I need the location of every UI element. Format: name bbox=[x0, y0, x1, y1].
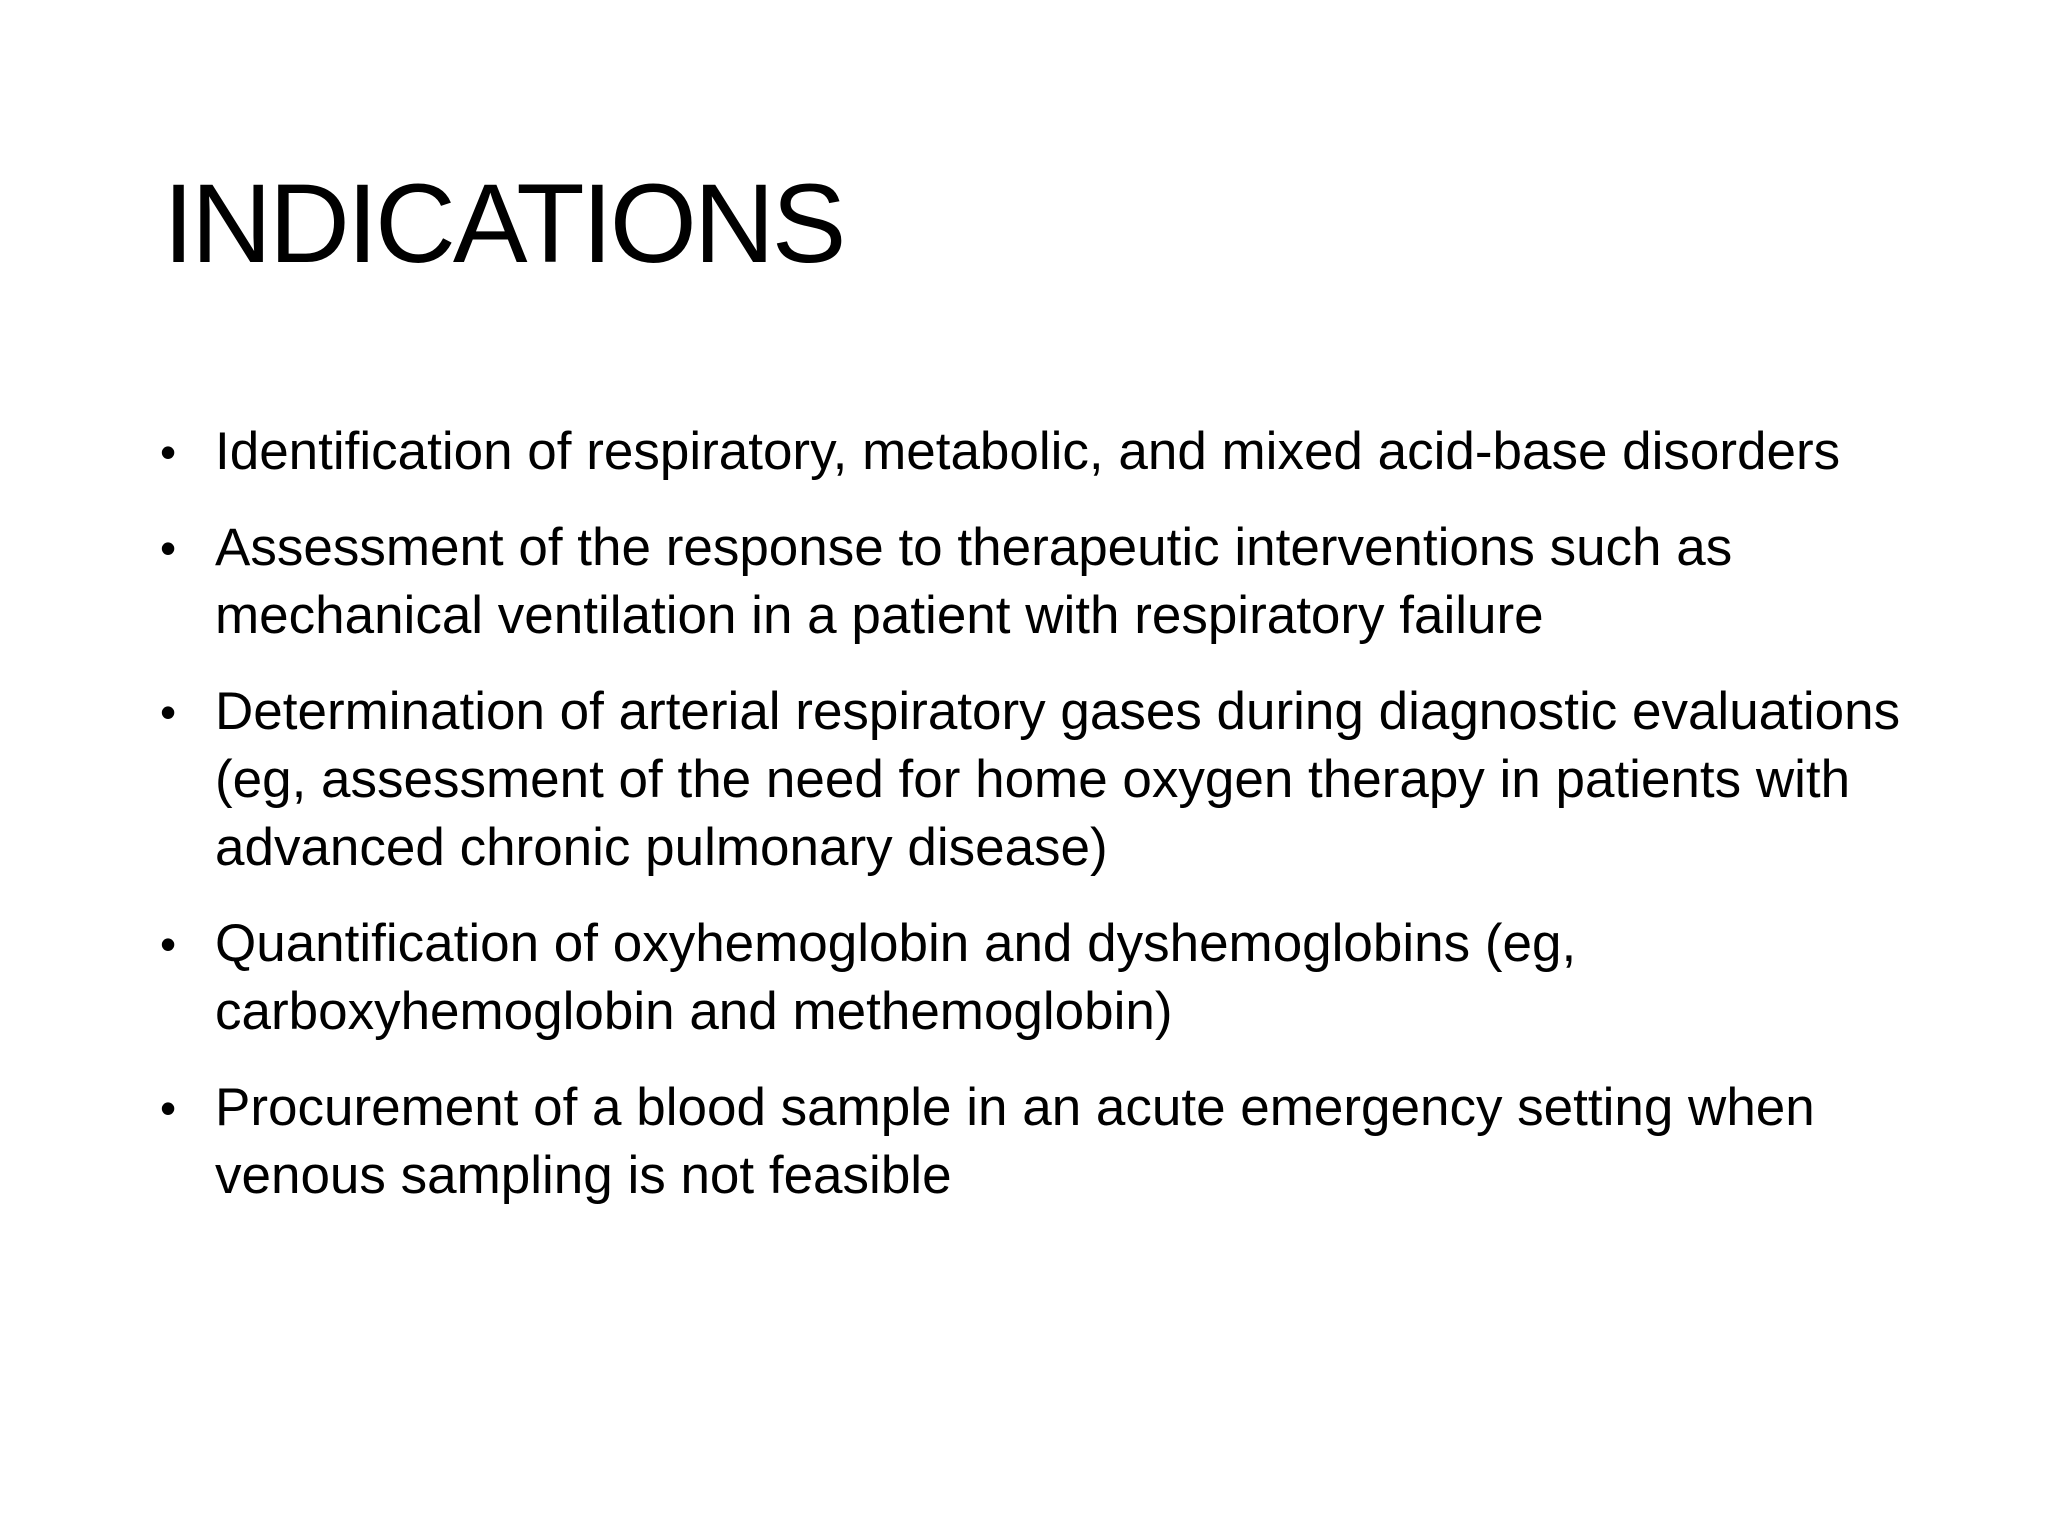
bullet-item bbox=[160, 678, 1920, 882]
bullet-list bbox=[160, 418, 1920, 1238]
bullet-text: Assessment of the response to therapeutic interventions such as mechanical ventilation in a patient with respiratory failure bbox=[215, 518, 1733, 645]
bullet-text: Determination of arterial respiratory gases during diagnostic evaluations (eg, assessment of the need for home oxygen therapy in patients with advanced chronic pulmonary disease) bbox=[215, 682, 1901, 877]
slide-title: INDICATIONS bbox=[163, 161, 844, 286]
bullet-text: Identification of respiratory, metabolic, and mixed acid-base disorders bbox=[215, 422, 1841, 481]
bullet-dot-icon: • bbox=[160, 918, 177, 970]
bullet-dot-icon: • bbox=[160, 426, 177, 478]
bullet-item bbox=[160, 1074, 1920, 1210]
bullet-dot-icon: • bbox=[160, 1082, 177, 1134]
bullet-dot-icon: • bbox=[160, 686, 177, 738]
bullet-text: Quantification of oxyhemoglobin and dyshemoglobins (eg, carboxyhemoglobin and methemoglobin) bbox=[215, 914, 1577, 1041]
bullet-text: Procurement of a blood sample in an acute emergency setting when venous sampling is not feasible bbox=[215, 1078, 1815, 1205]
bullet-dot-icon: • bbox=[160, 522, 177, 574]
bullet-item bbox=[160, 514, 1920, 650]
bullet-item bbox=[160, 910, 1920, 1046]
bullet-item bbox=[160, 418, 1920, 486]
